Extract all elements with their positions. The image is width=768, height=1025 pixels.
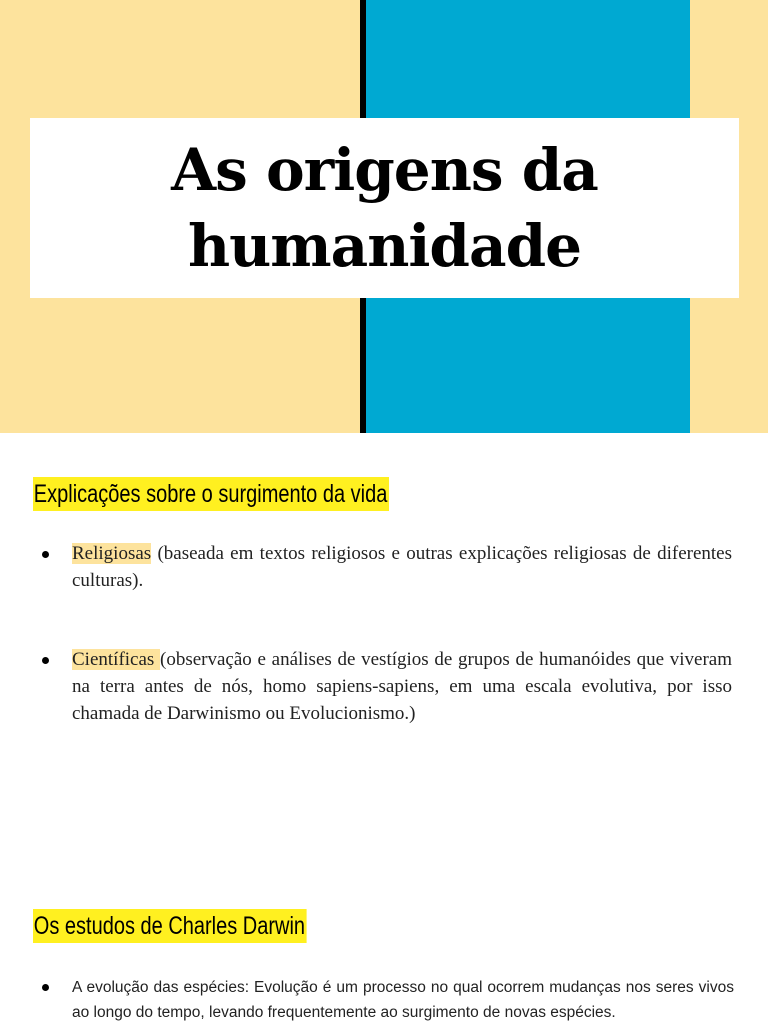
evolution-description: A evolução das espécies: Evolução é um processo no qual ocorrem mudanças nos seres vivos ao longo do tempo, levando frequentemente ao surgimento de novas espécies. (72, 979, 734, 1021)
title-line-2: humanidade (187, 212, 582, 280)
bullet-icon (42, 657, 49, 664)
list-item-religious (72, 540, 732, 594)
bullet-icon (42, 551, 49, 558)
title-line-1: As origens da (171, 136, 598, 204)
header-banner (0, 0, 768, 433)
bullet-icon (42, 984, 49, 991)
list-item-evolution (72, 975, 734, 1025)
scientific-description: (observação e análises de vestígios de grupos de humanóides que viveram na terra antes de nós, homo sapiens-sapiens, em uma escala evolutiva, por isso chamada de Darwinismo ou Evolucionismo.) (72, 649, 732, 724)
list-item-scientific (72, 646, 732, 727)
page-title (171, 132, 598, 284)
term-scientific: Científicas (72, 649, 161, 670)
section-heading-explanations: Explicações sobre o surgimento da vida (33, 477, 389, 511)
term-religious: Religiosas (72, 543, 152, 564)
religious-description: (baseada em textos religiosos e outras explicações religiosas de diferentes culturas). (72, 543, 732, 591)
section-heading-darwin: Os estudos de Charles Darwin (33, 909, 307, 943)
title-box (30, 118, 739, 298)
